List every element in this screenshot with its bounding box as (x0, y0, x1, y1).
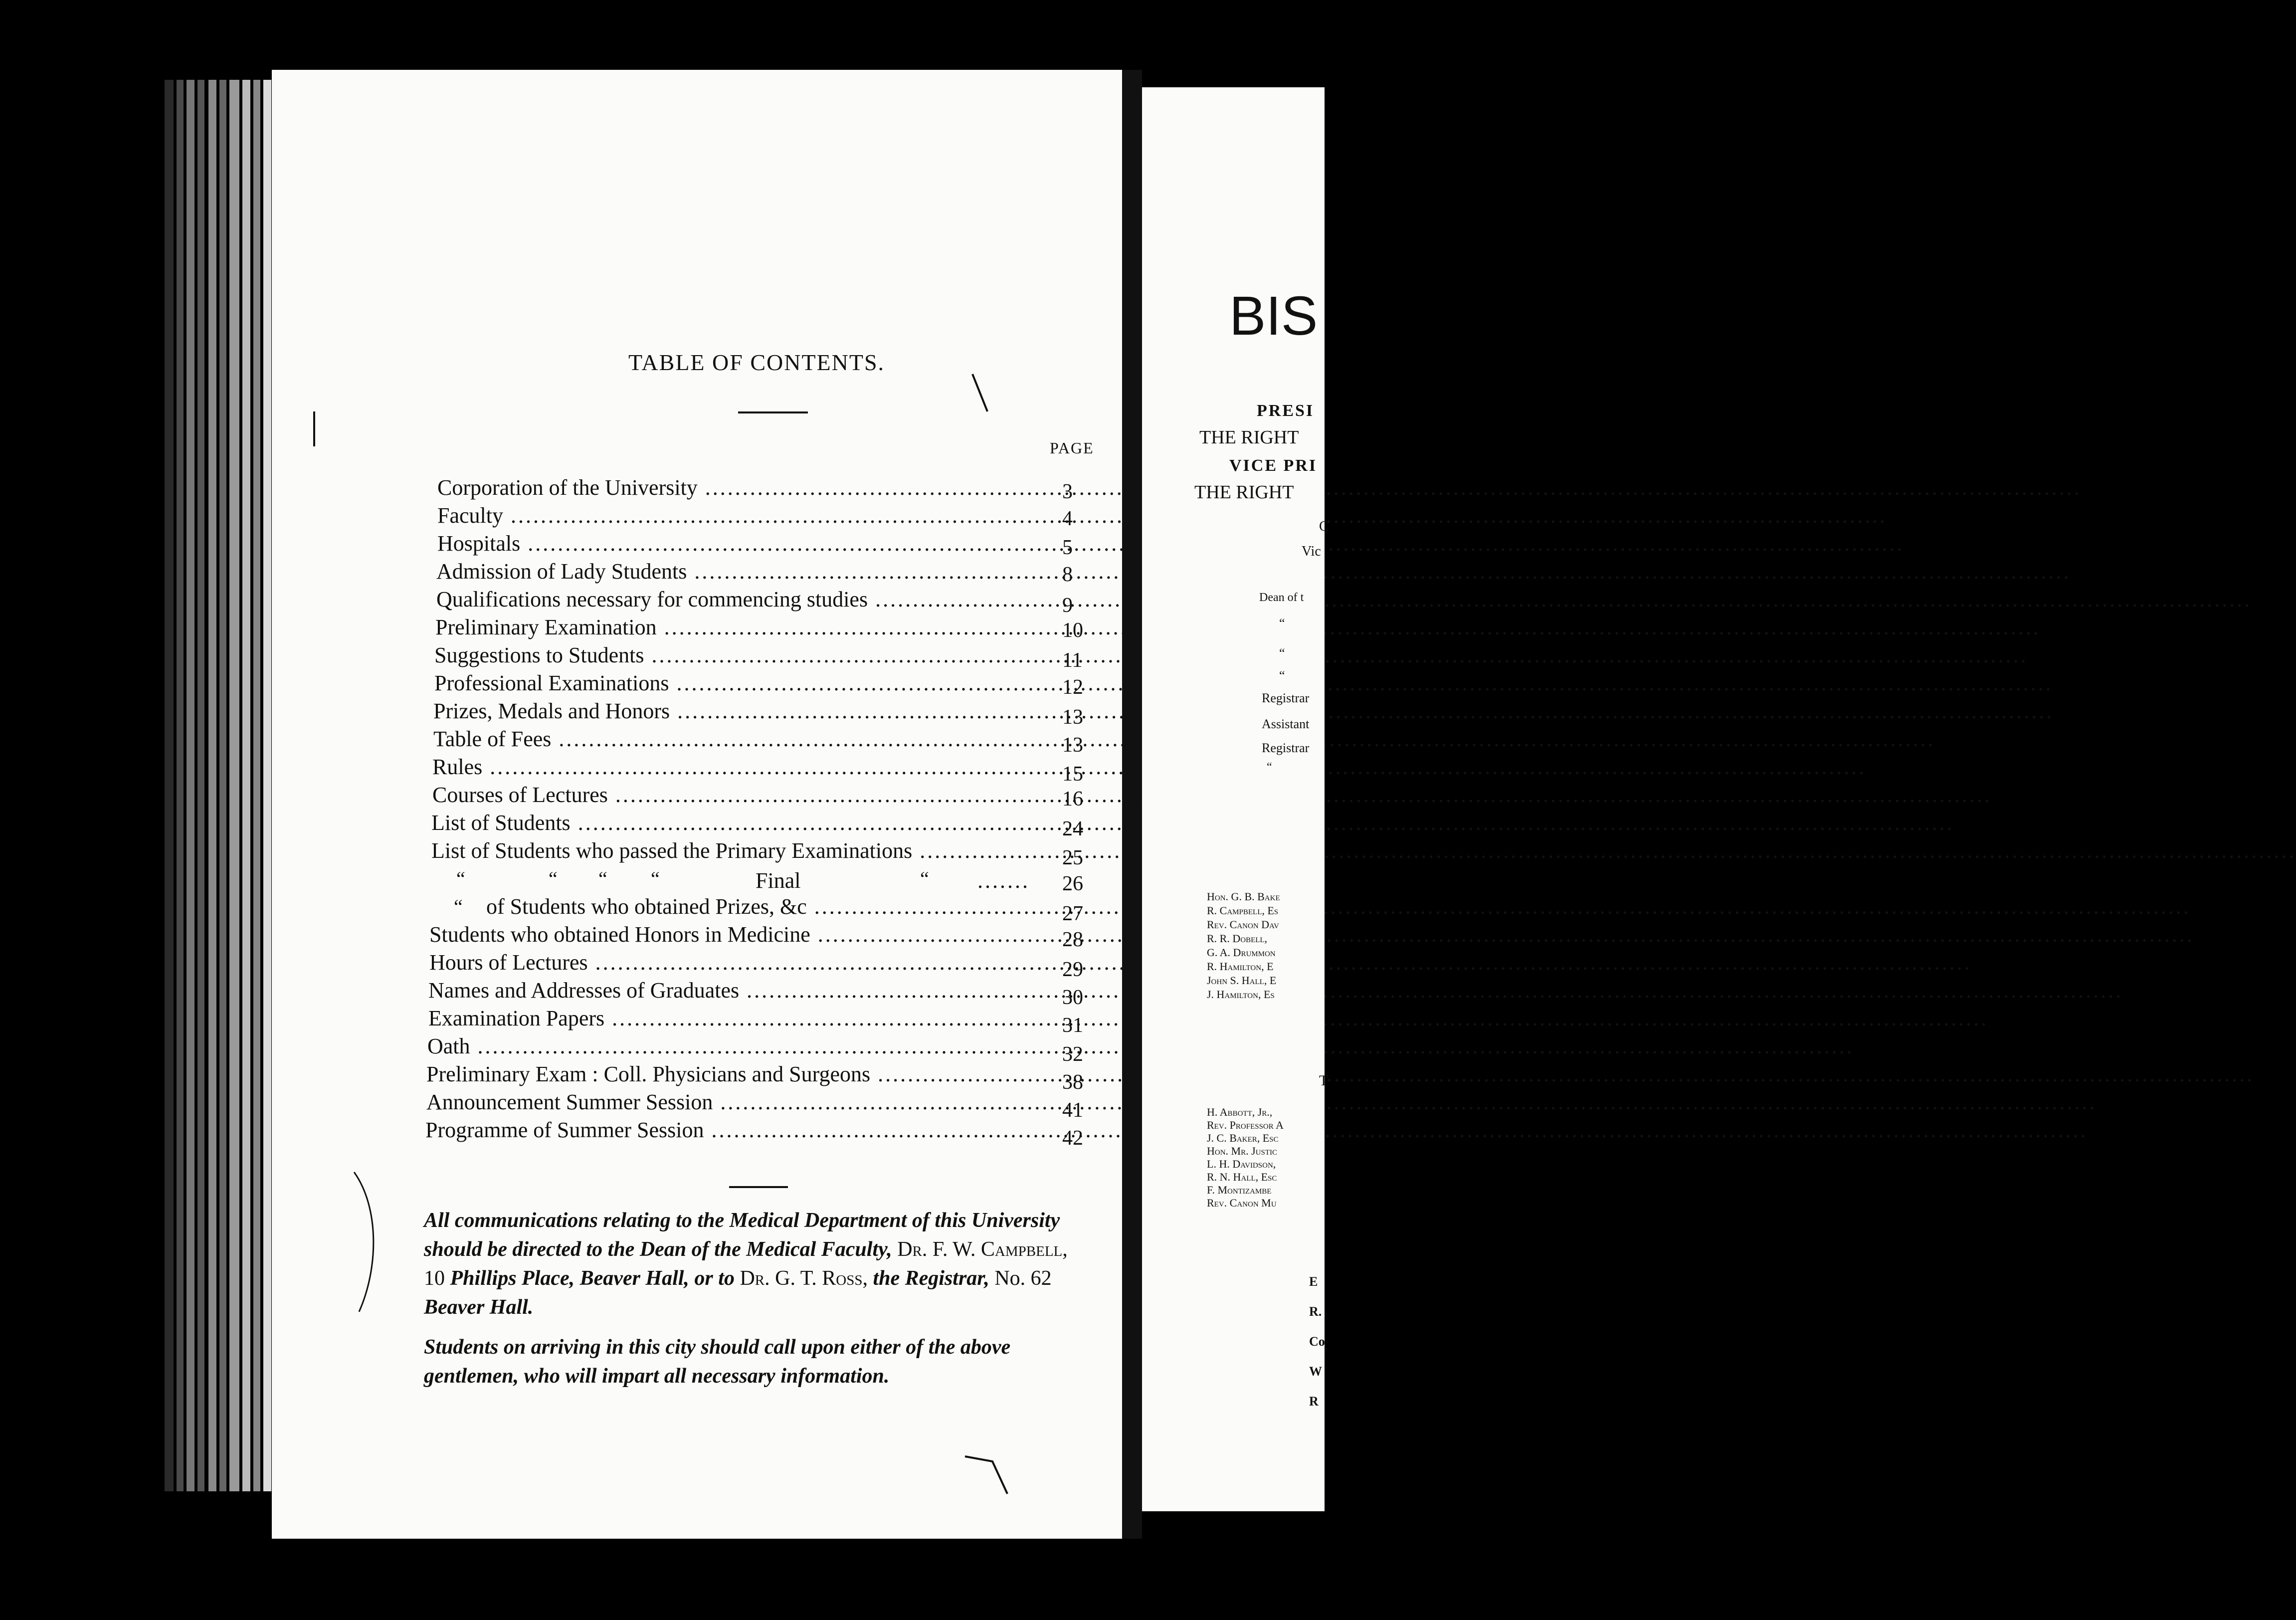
toc-row (0, 475, 1097, 503)
toc-page-number: 30 (1062, 986, 1083, 1009)
right-page-line: Vic (1302, 544, 1321, 559)
right-page-line: Registrar (1262, 691, 1310, 705)
right-page-line: R. Campbell, Es (1207, 904, 1279, 917)
toc-row (0, 922, 1097, 950)
note-text: Phillips Place, Beaver Hall, or to (450, 1267, 735, 1290)
toc-page-number: 32 (1062, 1043, 1083, 1066)
toc-entry: Hours of Lectures ..... (429, 950, 1040, 975)
toc-row (0, 587, 1097, 617)
toc-page-number: 12 (1062, 676, 1083, 699)
right-page-line: “ (1279, 616, 1285, 630)
toc-page-number: 8 (1062, 563, 1073, 586)
contact-note (424, 1206, 1087, 1322)
toc-entry: List of Students who passed the Primary Examinations ..... (431, 838, 1042, 863)
toc-entry: Faculty ..... (437, 503, 1048, 528)
right-page-line: THE RIGHT (1194, 482, 1294, 503)
toc-entry: Final (756, 868, 801, 893)
address-number: No. 62 (994, 1267, 1052, 1290)
toc-row (0, 503, 1097, 531)
right-page-line: Registrar (1262, 741, 1310, 755)
toc-page-number: 5 (1062, 536, 1073, 559)
right-page-line: “ (1279, 668, 1285, 683)
toc-row (0, 838, 1097, 869)
toc-row (0, 698, 1097, 729)
toc-page-number: 10 (1062, 619, 1083, 642)
right-page-line: W (1309, 1364, 1322, 1379)
right-page-line: Assistant (1262, 717, 1310, 731)
toc-row (0, 1089, 1097, 1122)
toc-entry: Corporation of the University ..... (437, 475, 1051, 500)
toc-page-number: 3 (1062, 480, 1073, 503)
right-page-title: BIS (1229, 285, 1318, 347)
toc-row (0, 754, 1097, 786)
toc-row (0, 670, 1097, 698)
toc-row (0, 1061, 1097, 1094)
toc-row (0, 894, 1097, 925)
toc-entry: Examination Papers ..... (428, 1006, 1039, 1031)
right-page-line: Rev. Professor A (1207, 1119, 1284, 1131)
toc-row (0, 1117, 1097, 1150)
toc-entry: Names and Addresses of Graduates ..... (428, 978, 1039, 1003)
toc-row (0, 614, 1097, 642)
right-page-line: R. N. Hall, Esc (1207, 1171, 1277, 1183)
toc-row (0, 531, 1097, 559)
right-page-line: Hon. Mr. Justic (1207, 1145, 1278, 1157)
ditto-mark: “ (456, 867, 465, 890)
toc-page-number: 28 (1062, 928, 1083, 951)
toc-row (0, 726, 1097, 757)
toc-page-number: 27 (1062, 902, 1083, 925)
right-page-line: VICE PRI (1229, 456, 1318, 475)
toc-row (0, 978, 1097, 1009)
toc-page-number: 41 (1062, 1099, 1083, 1122)
toc-page-number: 38 (1062, 1071, 1083, 1094)
section-rule (729, 1186, 788, 1188)
right-page-line: T (1319, 1072, 1329, 1089)
note-text: All communications relating to the Medical Department of this University should be directed to the Dean of the Medical Faculty, (424, 1209, 1060, 1261)
toc-entry: Oath ..... (427, 1033, 1038, 1059)
right-page-line: R. Hamilton, E (1207, 960, 1274, 973)
right-page-line: Hon. G. B. Bake (1207, 890, 1280, 903)
toc-entry: Students who obtained Honors in Medicine ..... (429, 922, 1040, 947)
right-page-line: THE RIGHT (1199, 427, 1299, 448)
scan-mark (967, 369, 997, 414)
right-page-line: “ (1267, 761, 1272, 774)
toc-page-number: 24 (1062, 817, 1083, 840)
toc-page-number: 31 (1062, 1014, 1083, 1037)
right-page-line: E (1309, 1274, 1318, 1289)
toc-page-number: 16 (1062, 788, 1083, 810)
toc-entry: Professional Examinations ..... (434, 670, 1045, 696)
toc-page-number: 15 (1062, 763, 1083, 786)
toc-entry: Table of Fees ..... (433, 726, 1044, 752)
scan-mark (962, 1451, 1012, 1496)
toc-row (0, 642, 1097, 670)
toc-page-number: 42 (1062, 1127, 1083, 1150)
toc-row (0, 810, 1097, 838)
right-page-line: J. C. Baker, Esc (1207, 1132, 1279, 1144)
toc-entry: Hospitals ..... (437, 531, 1048, 556)
ditto-mark: “ (454, 895, 463, 918)
right-page-line: PRESI (1257, 402, 1315, 420)
right-page-line: R. R. Dobell, (1207, 932, 1268, 945)
ditto-mark: “ (598, 867, 607, 890)
address-number: 10 (424, 1267, 445, 1290)
toc-entry: Qualifications necessary for commencing studies ..... (436, 587, 1047, 612)
right-page-line: G. A. Drummon (1207, 946, 1276, 959)
note-text: Beaver Hall. (424, 1296, 534, 1319)
note-text: the Registrar, (873, 1267, 989, 1290)
toc-row (0, 559, 1097, 587)
right-page-line: F. Montizambe (1207, 1184, 1272, 1196)
toc-page-number: 9 (1062, 594, 1073, 617)
ditto-mark: “ (549, 867, 558, 890)
toc-entry: Admission of Lady Students ..... (436, 559, 1047, 584)
toc-entry: Announcement Summer Session ..... (426, 1089, 1040, 1115)
right-page-line: R. (1309, 1304, 1322, 1319)
right-page-line: H. Abbott, Jr., (1207, 1106, 1273, 1118)
toc-page-number: 26 (1062, 872, 1083, 895)
toc-row (0, 866, 1097, 894)
right-page-line: L. H. Davidson, (1207, 1158, 1276, 1170)
toc-page-number: 25 (1062, 846, 1083, 869)
scan-mark (349, 1167, 389, 1317)
toc-entry: of Students who obtained Prizes, &c ..... (486, 894, 1040, 919)
toc-entry: List of Students ..... (431, 810, 1042, 835)
right-page-line: Rev. Canon Mu (1207, 1197, 1277, 1209)
arrival-note: Students on arriving in this city should call upon either of the above gentlemen, who will impart all necessary information. (424, 1336, 1011, 1388)
toc-entry: Courses of Lectures ..... (432, 782, 1043, 808)
toc-page-number: 13 (1062, 706, 1083, 729)
toc-entry: Preliminary Examination ..... (435, 614, 1046, 640)
toc-entry: Suggestions to Students ..... (434, 642, 1045, 668)
toc-row (0, 950, 1097, 981)
toc-page-number: 13 (1062, 734, 1083, 757)
toc-entry: Rules ..... (432, 754, 1043, 780)
right-page-line: John S. Hall, E (1207, 974, 1277, 987)
toc-entry: Preliminary Exam : Coll. Physicians and Surgeons ..... (426, 1061, 1040, 1087)
toc-dot-leader: ....... (977, 868, 1030, 893)
dean-name: Dr. F. W. Campbell, (897, 1238, 1068, 1261)
toc-row (0, 782, 1097, 810)
registrar-name: Dr. G. T. Ross, (740, 1267, 868, 1290)
toc-page-number: 11 (1062, 649, 1083, 672)
toc-entry: Programme of Summer Session ..... (425, 1117, 1040, 1143)
ditto-mark: “ (920, 867, 929, 890)
right-page-line: “ (1279, 646, 1285, 660)
ditto-mark: “ (651, 867, 660, 890)
right-page (1142, 87, 1329, 1511)
toc-page-number: 29 (1062, 958, 1083, 981)
right-page-line: R (1309, 1394, 1319, 1409)
toc-page-number: 4 (1062, 507, 1073, 530)
toc-title: TABLE OF CONTENTS. (628, 350, 885, 375)
page-column-header: PAGE (1050, 439, 1094, 457)
right-page-line: J. Hamilton, Es (1207, 988, 1275, 1001)
scan-mark (309, 409, 319, 449)
right-page-line: C (1319, 519, 1329, 534)
title-rule (738, 411, 808, 413)
toc-row (0, 1033, 1097, 1066)
toc-entry: Prizes, Medals and Honors ..... (433, 698, 1044, 724)
right-page-line: Co (1309, 1334, 1325, 1349)
right-page-line: Rev. Canon Dav (1207, 918, 1279, 931)
right-page-line: Dean of t (1259, 591, 1304, 604)
toc-row (0, 1006, 1097, 1037)
